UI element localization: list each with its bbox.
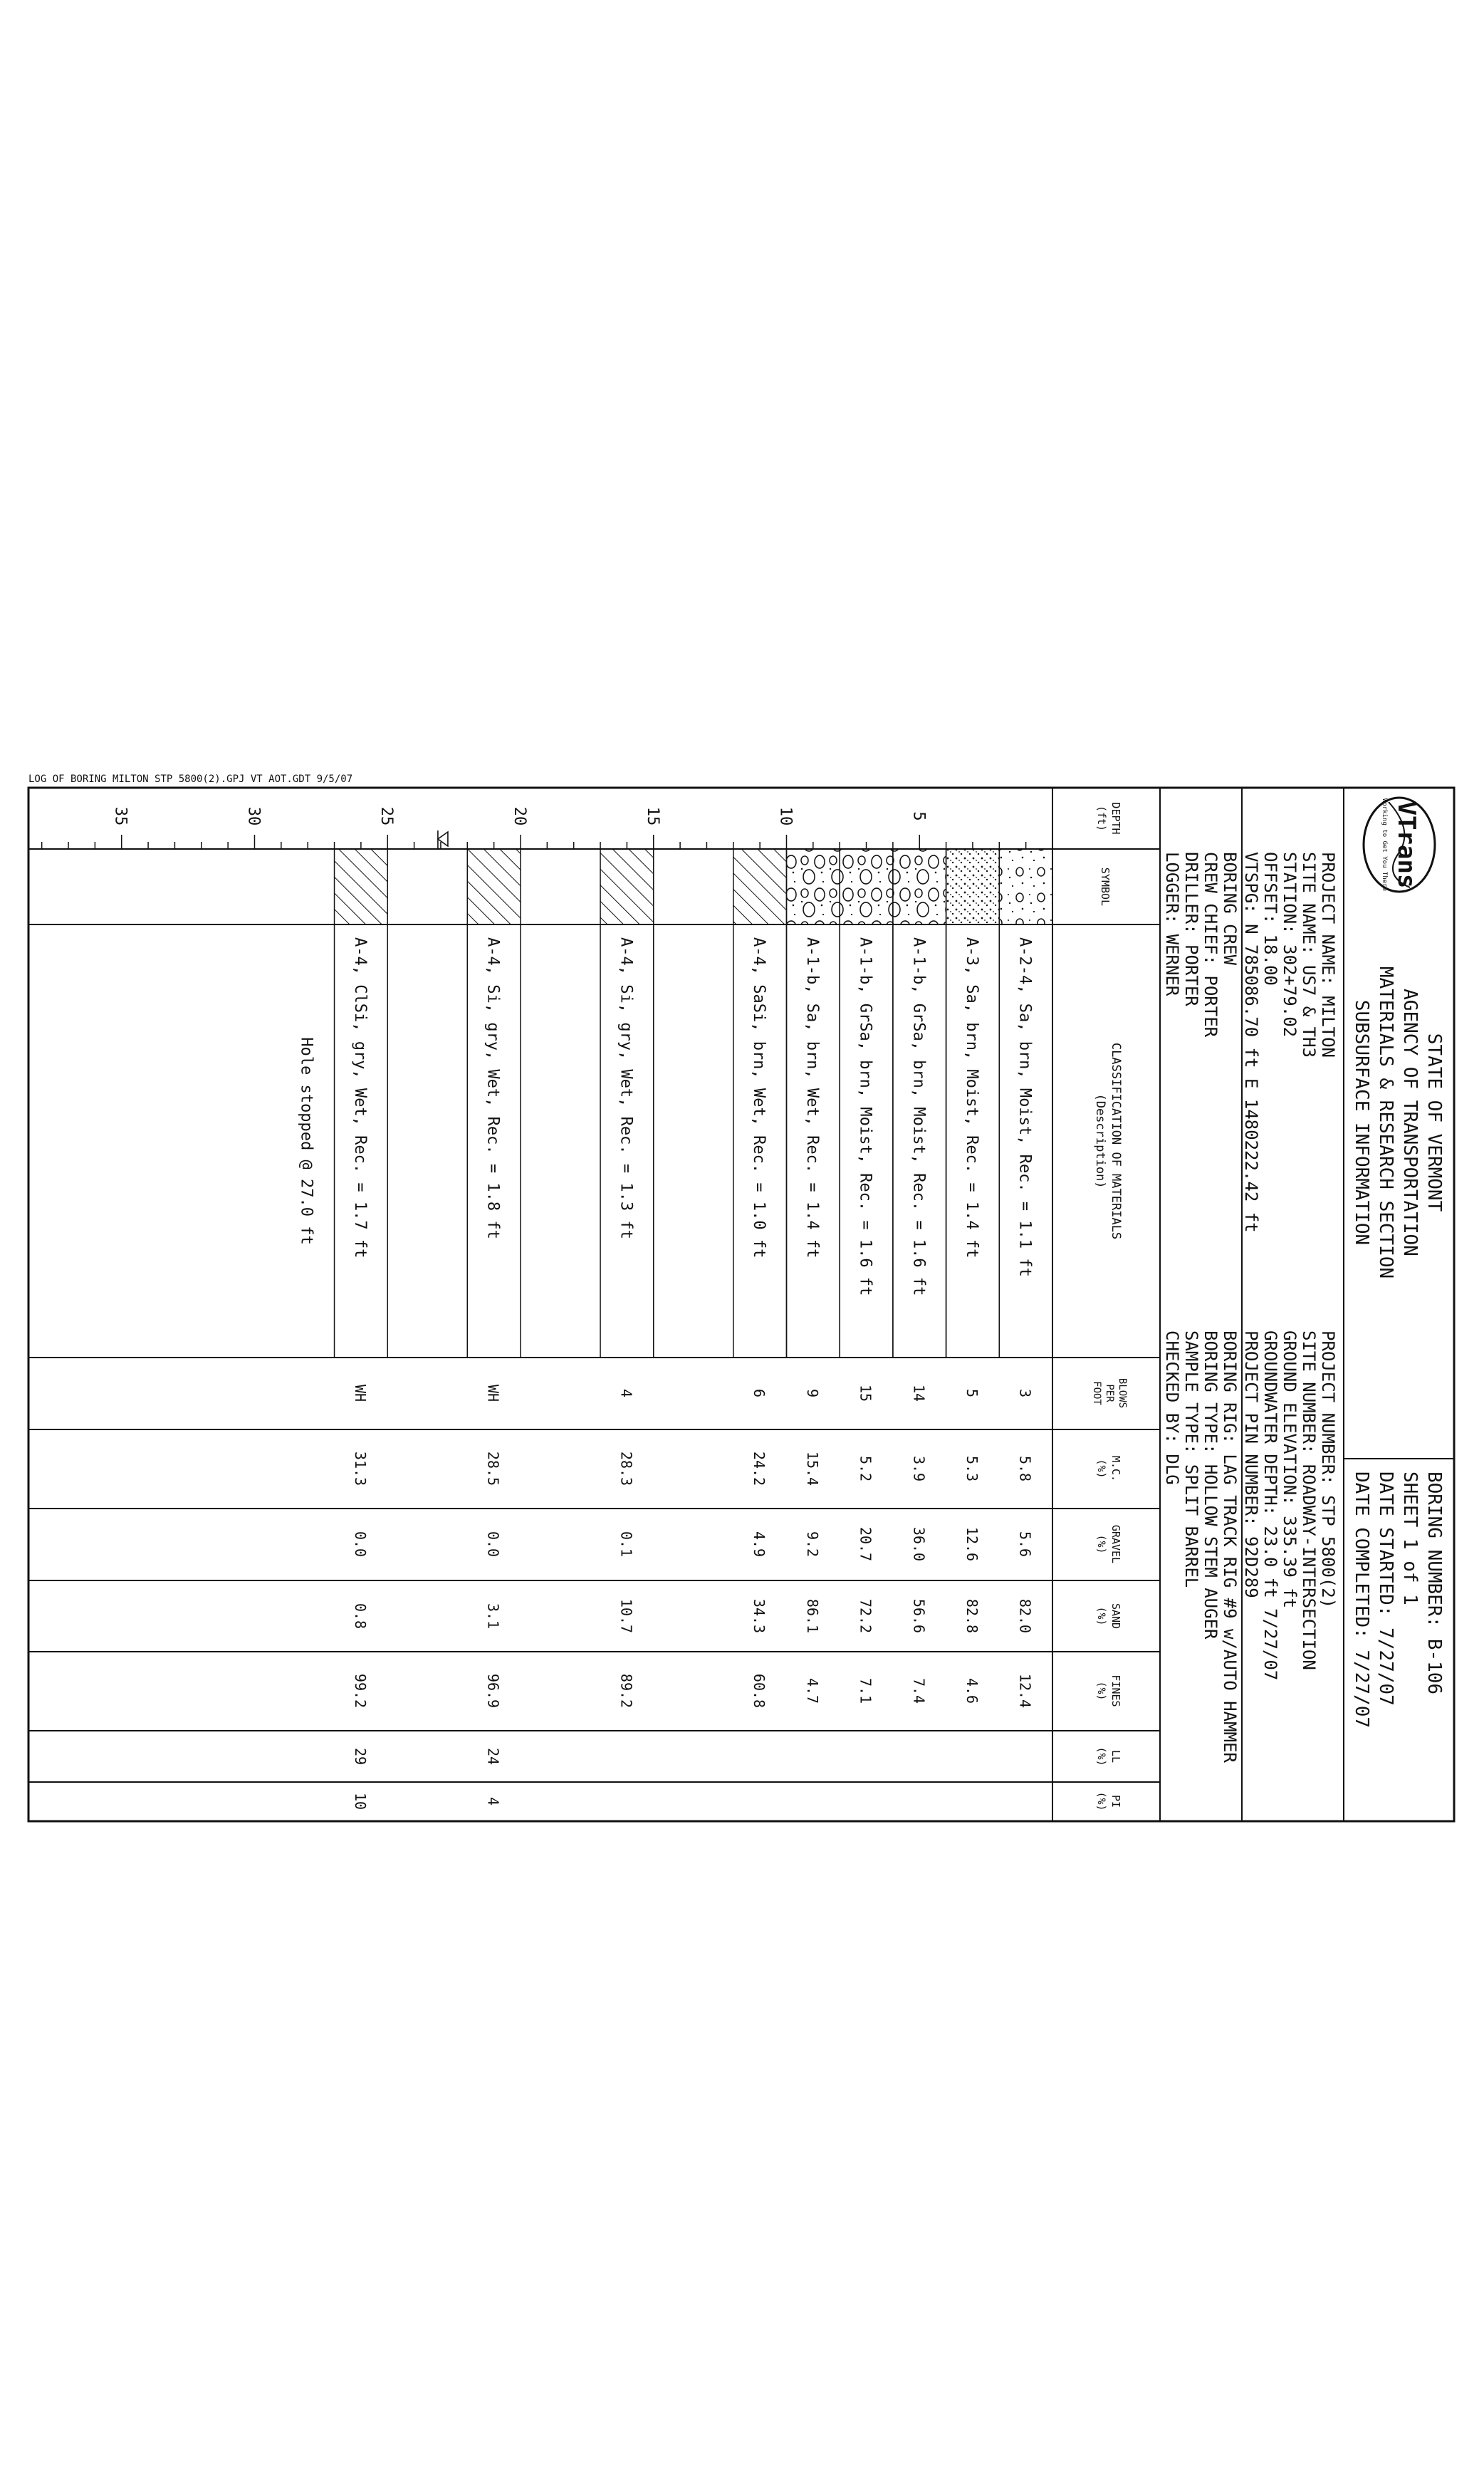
svg-text:BORING TYPE: HOLLOW STEM AUG: BORING TYPE: HOLLOW STEM AUGER bbox=[1201, 1330, 1221, 1640]
logo-text: VTrans bbox=[1392, 801, 1421, 889]
layer-description: A-2-4, Sa, brn, Moist, Rec. = 1.1 ft bbox=[1015, 937, 1034, 1277]
header-mc bbox=[1095, 1456, 1122, 1481]
layer-description: A-4, Si, gry, Wet, Rec. = 1.8 ft bbox=[484, 937, 502, 1239]
layer-value-blows: 15 bbox=[857, 1384, 874, 1402]
layer-value-sand: 86.1 bbox=[803, 1598, 821, 1634]
svg-text:M.C.: M.C. bbox=[1109, 1455, 1122, 1482]
svg-text:FINES: FINES bbox=[1109, 1674, 1122, 1707]
svg-text:AGENCY OF TRANSPORTATION: AGENCY OF TRANSPORTATION bbox=[1399, 989, 1421, 1256]
svg-text:(%): (%) bbox=[1095, 1681, 1108, 1701]
layer-symbol bbox=[840, 849, 893, 924]
layer-value-pi: 10 bbox=[351, 1792, 369, 1811]
end-note: Hole stopped @ 27.0 ft bbox=[297, 1037, 315, 1245]
layer-row bbox=[600, 849, 654, 1708]
svg-text:CLASSIFICATION OF MATERIALS: CLASSIFICATION OF MATERIALS bbox=[1109, 1042, 1123, 1240]
layer-value-sand: 82.8 bbox=[963, 1598, 981, 1634]
file-caption: LOG OF BORING MILTON STP 5800(2).GPJ VT AOT.GDT 9/5/07 bbox=[28, 773, 353, 785]
layer-symbol bbox=[467, 849, 521, 924]
svg-text:(Description): (Description) bbox=[1093, 1093, 1107, 1189]
layer-value-gravel: 0.0 bbox=[351, 1531, 369, 1558]
layer-value-fines: 60.8 bbox=[751, 1673, 768, 1709]
svg-text:(ft): (ft) bbox=[1095, 805, 1108, 832]
header-classification bbox=[1093, 1043, 1123, 1239]
svg-text:DATE COMPLETED: 7/27/07: DATE COMPLETED: 7/27/07 bbox=[1351, 1471, 1372, 1729]
svg-text:(%): (%) bbox=[1095, 1534, 1108, 1554]
layer-value-fines: 4.6 bbox=[963, 1677, 981, 1704]
svg-text:CHECKED BY: DLG: CHECKED BY: DLG bbox=[1162, 1330, 1182, 1485]
depth-tick-label: 35 bbox=[111, 806, 130, 826]
layer-value-gravel: 36.0 bbox=[910, 1526, 928, 1562]
layer-description: A-4, SaSi, brn, Wet, Rec. = 1.0 ft bbox=[750, 937, 768, 1259]
svg-text:(%): (%) bbox=[1095, 1459, 1108, 1479]
layer-value-fines: 96.9 bbox=[484, 1673, 502, 1709]
layer-value-sand: 82.0 bbox=[1016, 1598, 1034, 1634]
layer-description: A-1-b, GrSa, brn, Moist, Rec. = 1.6 ft bbox=[856, 937, 874, 1296]
layer-row bbox=[999, 849, 1052, 1708]
svg-text:BORING NUMBER: B-106: BORING NUMBER: B-106 bbox=[1423, 1471, 1445, 1695]
layer-value-mc: 31.3 bbox=[351, 1451, 369, 1486]
layer-rows bbox=[335, 849, 1052, 1810]
layer-symbol bbox=[600, 849, 654, 924]
layer-value-mc: 24.2 bbox=[751, 1451, 768, 1486]
layer-description: A-4, Si, gry, Wet, Rec. = 1.3 ft bbox=[617, 937, 635, 1239]
svg-text:LOGGER: WERNER: LOGGER: WERNER bbox=[1162, 852, 1182, 996]
agency-heading bbox=[1351, 967, 1445, 1278]
layer-value-fines: 89.2 bbox=[617, 1673, 635, 1709]
layer-value-ll: 24 bbox=[484, 1747, 502, 1766]
svg-text:SAND: SAND bbox=[1109, 1603, 1122, 1630]
svg-text:SYMBOL: SYMBOL bbox=[1099, 867, 1112, 907]
layer-value-sand: 56.6 bbox=[910, 1598, 928, 1634]
layer-value-gravel: 9.2 bbox=[803, 1531, 821, 1558]
header-pi bbox=[1095, 1791, 1122, 1811]
header-ll bbox=[1095, 1746, 1122, 1766]
layer-value-mc: 15.4 bbox=[803, 1451, 821, 1486]
header-blows bbox=[1091, 1378, 1128, 1408]
boring-log-table bbox=[28, 788, 1160, 1821]
depth-tick-label: 30 bbox=[244, 806, 263, 826]
svg-text:PROJECT NUMBER: STP 5800(2): PROJECT NUMBER: STP 5800(2) bbox=[1318, 1330, 1338, 1609]
svg-text:BORING CREW: BORING CREW bbox=[1220, 852, 1240, 965]
layer-row bbox=[467, 849, 521, 1806]
svg-text:CREW CHIEF: PORTER: CREW CHIEF: PORTER bbox=[1201, 852, 1221, 1038]
layer-value-gravel: 0.0 bbox=[484, 1531, 502, 1558]
svg-text:STATE OF VERMONT: STATE OF VERMONT bbox=[1423, 1033, 1445, 1212]
layer-row bbox=[786, 849, 840, 1704]
layer-value-mc: 28.5 bbox=[484, 1451, 502, 1486]
layer-value-fines: 4.7 bbox=[803, 1677, 821, 1704]
layer-value-gravel: 20.7 bbox=[857, 1526, 874, 1562]
depth-tick-label: 15 bbox=[643, 806, 662, 826]
svg-text:SUBSURFACE INFORMATION: SUBSURFACE INFORMATION bbox=[1351, 999, 1372, 1246]
svg-text:DATE STARTED: 7/27/07: DATE STARTED: 7/27/07 bbox=[1375, 1471, 1396, 1706]
layer-row bbox=[840, 849, 893, 1704]
layer-value-mc: 5.8 bbox=[1016, 1455, 1034, 1482]
svg-text:GRAVEL: GRAVEL bbox=[1109, 1524, 1122, 1564]
svg-text:BORING RIG: LAG TRACK RIG #9: BORING RIG: LAG TRACK RIG #9 w/AUTO HAMMER bbox=[1220, 1330, 1240, 1763]
svg-text:(%): (%) bbox=[1095, 1746, 1108, 1766]
layer-description: A-3, Sa, brn, Moist, Rec. = 1.4 ft bbox=[962, 937, 981, 1259]
layer-value-mc: 5.2 bbox=[857, 1455, 874, 1482]
layer-value-blows: WH bbox=[484, 1384, 502, 1402]
layer-value-sand: 0.8 bbox=[351, 1603, 369, 1630]
svg-text:FOOT: FOOT bbox=[1091, 1381, 1102, 1405]
svg-text:SITE NAME: US7 & TH3: SITE NAME: US7 & TH3 bbox=[1299, 852, 1319, 1058]
layer-value-fines: 12.4 bbox=[1016, 1673, 1034, 1709]
svg-text:SITE NUMBER: ROADWAY-INTERSEC: SITE NUMBER: ROADWAY-INTERSECTION bbox=[1299, 1330, 1319, 1670]
header-symbol bbox=[1099, 868, 1112, 906]
depth-axis bbox=[42, 807, 1026, 849]
vtrans-logo bbox=[1364, 798, 1435, 892]
layer-symbol bbox=[335, 849, 388, 924]
layer-value-mc: 5.3 bbox=[963, 1455, 981, 1482]
boring-crew bbox=[1162, 852, 1240, 1038]
layer-symbol bbox=[786, 849, 840, 924]
layer-value-ll: 29 bbox=[351, 1747, 369, 1766]
layer-value-mc: 28.3 bbox=[617, 1451, 635, 1486]
layer-value-gravel: 0.1 bbox=[617, 1531, 635, 1558]
layer-value-blows: 6 bbox=[751, 1388, 768, 1398]
svg-text:PER: PER bbox=[1104, 1384, 1115, 1402]
depth-tick-label: 20 bbox=[510, 806, 528, 826]
layer-description: A-1-b, Sa, brn, Wet, Rec. = 1.4 ft bbox=[803, 937, 821, 1259]
layer-row bbox=[335, 849, 388, 1810]
layer-value-blows: 9 bbox=[803, 1388, 821, 1398]
layer-value-blows: 5 bbox=[963, 1388, 981, 1398]
header-fines bbox=[1095, 1674, 1122, 1707]
layer-value-pi: 4 bbox=[484, 1796, 502, 1806]
project-info-right bbox=[1241, 1330, 1338, 1680]
svg-text:STATION: 302+79.02: STATION: 302+79.02 bbox=[1280, 852, 1300, 1038]
layer-value-mc: 3.9 bbox=[910, 1455, 928, 1482]
layer-symbol bbox=[733, 849, 787, 924]
layer-value-blows: 3 bbox=[1016, 1388, 1034, 1398]
layer-value-fines: 7.4 bbox=[910, 1677, 928, 1704]
svg-text:SAMPLE TYPE: SPLIT BARREL: SAMPLE TYPE: SPLIT BARREL bbox=[1181, 1330, 1201, 1588]
layer-description: A-4, ClSi, gry, Wet, Rec. = 1.7 ft bbox=[350, 937, 369, 1259]
layer-symbol bbox=[999, 849, 1052, 924]
svg-text:LL: LL bbox=[1109, 1749, 1122, 1764]
svg-text:PROJECT NAME: MILTON: PROJECT NAME: MILTON bbox=[1318, 852, 1338, 1058]
layer-value-sand: 72.2 bbox=[857, 1598, 874, 1634]
depth-tick-label: 25 bbox=[377, 806, 396, 826]
layer-value-blows: 4 bbox=[617, 1388, 635, 1398]
svg-text:OFFSET: 18.00: OFFSET: 18.00 bbox=[1260, 852, 1280, 986]
layer-value-gravel: 5.6 bbox=[1016, 1531, 1034, 1558]
layer-value-gravel: 12.6 bbox=[963, 1526, 981, 1562]
svg-text:GROUNDWATER DEPTH: 23.0 ft: GROUNDWATER DEPTH: 23.0 ft 7/27/07 bbox=[1260, 1330, 1280, 1681]
svg-text:VTSPG: N 785086.70 ft E: VTSPG: N 785086.70 ft E 1480222.42 ft bbox=[1241, 852, 1261, 1233]
layer-value-sand: 10.7 bbox=[617, 1598, 635, 1634]
layer-row bbox=[893, 849, 946, 1704]
svg-text:MATERIALS & RESEARCH SECTION: MATERIALS & RESEARCH SECTION bbox=[1375, 966, 1396, 1279]
layer-value-sand: 34.3 bbox=[751, 1598, 768, 1634]
svg-text:(%): (%) bbox=[1095, 1791, 1108, 1811]
svg-text:DEPTH: DEPTH bbox=[1109, 802, 1122, 835]
layer-description: A-1-b, GrSa, brn, Moist, Rec. = 1.6 ft bbox=[909, 937, 928, 1296]
project-info bbox=[1241, 852, 1338, 1233]
end-note-wrap bbox=[298, 1037, 315, 1244]
layer-value-sand: 3.1 bbox=[484, 1603, 502, 1630]
groundwater-marker-icon bbox=[438, 832, 448, 846]
header-gravel bbox=[1095, 1525, 1122, 1563]
layer-symbol bbox=[946, 849, 1000, 924]
boring-info bbox=[1351, 1471, 1445, 1728]
svg-text:PROJECT PIN NUMBER: 92D289: PROJECT PIN NUMBER: 92D289 bbox=[1241, 1330, 1261, 1598]
layer-value-blows: WH bbox=[351, 1384, 369, 1402]
svg-text:GROUND ELEVATION: 335.39 ft: GROUND ELEVATION: 335.39 ft bbox=[1280, 1330, 1300, 1609]
logo-tagline: Working to Get You There bbox=[1381, 798, 1388, 892]
layer-value-fines: 7.1 bbox=[857, 1677, 874, 1704]
layer-row bbox=[733, 849, 787, 1708]
layer-value-blows: 14 bbox=[910, 1384, 928, 1402]
depth-tick-label: 10 bbox=[776, 806, 795, 826]
layer-value-fines: 99.2 bbox=[351, 1673, 369, 1709]
layer-row bbox=[946, 849, 1000, 1704]
svg-text:PI: PI bbox=[1109, 1794, 1122, 1808]
svg-text:BLOWS: BLOWS bbox=[1117, 1377, 1128, 1409]
layer-symbol bbox=[893, 849, 946, 924]
header-depth bbox=[1095, 802, 1122, 834]
svg-text:(%): (%) bbox=[1095, 1606, 1108, 1626]
header-sand bbox=[1095, 1603, 1122, 1629]
layer-value-gravel: 4.9 bbox=[751, 1531, 768, 1558]
svg-text:DRILLER: PORTER: DRILLER: PORTER bbox=[1181, 852, 1201, 1006]
svg-text:SHEET 1 of 1: SHEET 1 of 1 bbox=[1399, 1471, 1421, 1605]
depth-tick-label: 5 bbox=[909, 811, 928, 821]
boring-equipment bbox=[1162, 1330, 1240, 1763]
